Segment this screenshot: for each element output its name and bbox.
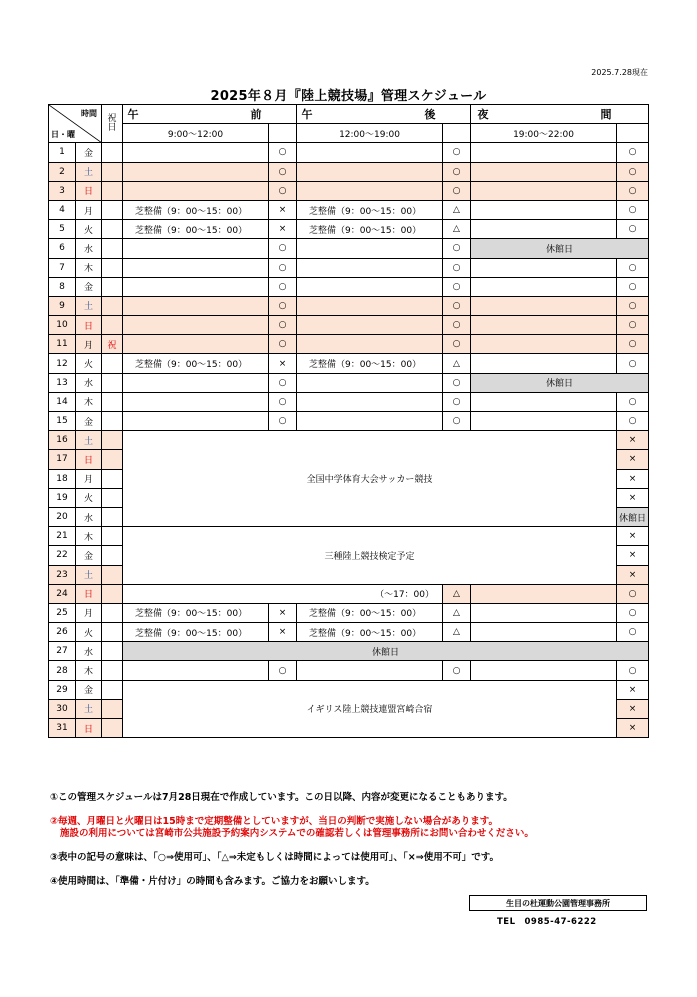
night-mark: ○: [617, 162, 649, 181]
holiday-cell: 祝: [102, 335, 123, 354]
afternoon-cell: [297, 335, 443, 354]
day-row: [49, 680, 649, 699]
night-closed: 休館日: [617, 507, 649, 526]
night-mark: ○: [617, 661, 649, 680]
day-row: [49, 373, 649, 392]
note-4: ④使用時間は、「準備・片付け」の時間も含みます。ご協力をお願いします。: [50, 876, 375, 887]
day-row: [49, 431, 649, 450]
holiday-cell: [102, 296, 123, 315]
morning-cell: [123, 181, 269, 200]
afternoon-mark: △: [443, 354, 471, 373]
night-mark: ○: [617, 181, 649, 200]
weekday: 金: [76, 143, 102, 162]
holiday-cell: [102, 373, 123, 392]
day-number: 1: [49, 143, 76, 162]
morning-mark: ○: [269, 143, 297, 162]
morning-mark: ×: [269, 220, 297, 239]
night-header: 夜 間: [471, 105, 649, 124]
day-row: [49, 316, 649, 335]
office-tel: TEL 0985-47-6222: [497, 917, 597, 927]
event-camp: イギリス陸上競技連盟宮崎合宿: [123, 680, 617, 738]
holiday-cell: [102, 680, 123, 699]
morning-cell: [123, 316, 269, 335]
day-row: [49, 181, 649, 200]
day-number: 22: [49, 546, 76, 565]
weekday: 火: [76, 220, 102, 239]
weekday: 木: [76, 661, 102, 680]
day-number: 11: [49, 335, 76, 354]
afternoon-cell: 芝整備（9：00〜15：00）: [297, 200, 443, 219]
day-number: 17: [49, 450, 76, 469]
weekday: 水: [76, 239, 102, 258]
night-cell: [471, 584, 617, 603]
afternoon-header: 午 後: [297, 105, 471, 124]
header-row-2: [49, 124, 649, 143]
night-mark: ×: [617, 450, 649, 469]
morning-time: 9:00〜12:00: [123, 124, 269, 143]
day-number: 4: [49, 200, 76, 219]
night-mark: ×: [617, 546, 649, 565]
weekday: 火: [76, 488, 102, 507]
day-number: 26: [49, 623, 76, 642]
morning-mark: ○: [269, 335, 297, 354]
time-label: 時間: [81, 109, 97, 118]
night-mark: ○: [617, 220, 649, 239]
night-mark: ○: [617, 200, 649, 219]
afternoon-mark: ○: [443, 373, 471, 392]
day-row: [49, 603, 649, 622]
night-cell: [471, 220, 617, 239]
day-number: 2: [49, 162, 76, 181]
note-2: ②毎週、月曜日と火曜日は15時まで定期整備としていますが、当日の判断で実施しない場合があります。 施設の利用については宮崎市公共施設予約案内システムでの確認若しくは管理事務所にお問い合わせください。: [50, 816, 534, 839]
morning-mark: ×: [269, 200, 297, 219]
weekday: 火: [76, 354, 102, 373]
day-row: [49, 527, 649, 546]
day-row: [49, 661, 649, 680]
afternoon-mark: ○: [443, 258, 471, 277]
day-row: [49, 642, 649, 661]
afternoon-mark: ○: [443, 296, 471, 315]
event-kentei-time: （〜17：00）: [123, 584, 443, 603]
weekday: 月: [76, 603, 102, 622]
night-mark: ×: [617, 680, 649, 699]
weekday: 土: [76, 699, 102, 718]
morning-cell: 芝整備（9：00〜15：00）: [123, 623, 269, 642]
holiday-cell: [102, 546, 123, 565]
morning-cell: 芝整備（9：00〜15：00）: [123, 220, 269, 239]
holiday-cell: [102, 450, 123, 469]
afternoon-cell: [297, 143, 443, 162]
holiday-cell: [102, 565, 123, 584]
day-row: [49, 335, 649, 354]
weekday: 日: [76, 316, 102, 335]
schedule-body: [49, 143, 649, 738]
night-mark: ○: [617, 412, 649, 431]
holiday-cell: [102, 277, 123, 296]
night-cell: [471, 354, 617, 373]
morning-mark: ○: [269, 373, 297, 392]
night-mark: ○: [617, 392, 649, 411]
day-row: [49, 412, 649, 431]
morning-mark: ○: [269, 258, 297, 277]
day-number: 8: [49, 277, 76, 296]
day-row: [49, 354, 649, 373]
morning-mark: ×: [269, 354, 297, 373]
morning-mark: ○: [269, 162, 297, 181]
night-cell: [471, 335, 617, 354]
night-closed: 休館日: [471, 373, 649, 392]
day-number: 21: [49, 527, 76, 546]
day-row: [49, 623, 649, 642]
afternoon-cell: 芝整備（9：00〜15：00）: [297, 623, 443, 642]
holiday-cell: [102, 392, 123, 411]
day-number: 30: [49, 699, 76, 718]
weekday: 土: [76, 162, 102, 181]
night-cell: [471, 258, 617, 277]
night-mark: ○: [617, 277, 649, 296]
afternoon-cell: [297, 661, 443, 680]
morning-cell: [123, 258, 269, 277]
day-number: 25: [49, 603, 76, 622]
day-row: [49, 239, 649, 258]
holiday-cell: [102, 469, 123, 488]
weekday: 月: [76, 200, 102, 219]
morning-mark: ×: [269, 603, 297, 622]
afternoon-cell: [297, 373, 443, 392]
afternoon-cell: [297, 412, 443, 431]
night-mark: ○: [617, 316, 649, 335]
afternoon-mark: △: [443, 584, 471, 603]
morning-cell: [123, 143, 269, 162]
morning-cell: [123, 162, 269, 181]
morning-cell: [123, 296, 269, 315]
afternoon-cell: [297, 239, 443, 258]
day-row: [49, 162, 649, 181]
afternoon-mark: ○: [443, 392, 471, 411]
morning-mark: ○: [269, 661, 297, 680]
note-3: ③表中の記号の意味は、「○⇒使用可」、「△⇒未定もしくは時間によっては使用可」、「×⇒使用不可」です。: [50, 852, 499, 863]
night-cell: [471, 143, 617, 162]
weekday: 火: [76, 623, 102, 642]
holiday-cell: [102, 431, 123, 450]
weekday: 金: [76, 412, 102, 431]
weekday: 金: [76, 546, 102, 565]
night-mark: ○: [617, 335, 649, 354]
night-mark: ×: [617, 565, 649, 584]
day-number: 15: [49, 412, 76, 431]
night-mark: ○: [617, 143, 649, 162]
afternoon-cell: [297, 258, 443, 277]
morning-cell: [123, 661, 269, 680]
morning-cell: [123, 392, 269, 411]
afternoon-cell: [297, 296, 443, 315]
morning-cell: 芝整備（9：00〜15：00）: [123, 200, 269, 219]
weekday: 日: [76, 181, 102, 200]
day-number: 27: [49, 642, 76, 661]
morning-mark: ×: [269, 623, 297, 642]
note-1: ①この管理スケジュールは7月28日現在で作成しています。この日以降、内容が変更になることもあります。: [50, 792, 513, 803]
day-row: [49, 296, 649, 315]
night-mark: ×: [617, 699, 649, 718]
day-row: [49, 584, 649, 603]
afternoon-mark: △: [443, 603, 471, 622]
morning-cell: [123, 412, 269, 431]
holiday-cell: [102, 488, 123, 507]
day-row: [49, 143, 649, 162]
weekday: 水: [76, 507, 102, 526]
afternoon-cell: [297, 162, 443, 181]
night-mark: ×: [617, 469, 649, 488]
weekday: 土: [76, 565, 102, 584]
night-cell: [471, 603, 617, 622]
holiday-cell: [102, 603, 123, 622]
night-cell: [471, 181, 617, 200]
night-mark: ○: [617, 603, 649, 622]
night-cell: [471, 412, 617, 431]
afternoon-mark: △: [443, 220, 471, 239]
holiday-cell: [102, 143, 123, 162]
morning-cell: 芝整備（9：00〜15：00）: [123, 354, 269, 373]
day-number: 23: [49, 565, 76, 584]
weekday: 月: [76, 469, 102, 488]
day-row: [49, 200, 649, 219]
day-number: 6: [49, 239, 76, 258]
event-soccer: 全国中学体育大会サッカー競技: [123, 431, 617, 527]
office-name: 生目の杜運動公園管理事務所: [469, 895, 647, 911]
morning-mark: ○: [269, 181, 297, 200]
closed-all-day: 休館日: [123, 642, 649, 661]
day-number: 14: [49, 392, 76, 411]
holiday-header: 祝 日: [102, 105, 123, 143]
holiday-cell: [102, 258, 123, 277]
afternoon-mark: ○: [443, 162, 471, 181]
night-mark: ○: [617, 296, 649, 315]
holiday-cell: [102, 584, 123, 603]
weekday: 水: [76, 642, 102, 661]
event-kentei: 三種陸上競技検定予定: [123, 527, 617, 585]
day-number: 31: [49, 719, 76, 738]
holiday-cell: [102, 699, 123, 718]
day-row: [49, 220, 649, 239]
day-number: 3: [49, 181, 76, 200]
day-number: 7: [49, 258, 76, 277]
night-cell: [471, 200, 617, 219]
holiday-cell: [102, 181, 123, 200]
night-cell: [471, 316, 617, 335]
afternoon-cell: 芝整備（9：00〜15：00）: [297, 220, 443, 239]
afternoon-cell: 芝整備（9：00〜15：00）: [297, 603, 443, 622]
day-number: 10: [49, 316, 76, 335]
night-mark: ×: [617, 527, 649, 546]
night-cell: [471, 296, 617, 315]
page-title: 2025年８月『陸上競技場』管理スケジュール: [210, 89, 487, 104]
night-time: 19:00〜22:00: [471, 124, 617, 143]
holiday-cell: [102, 220, 123, 239]
afternoon-mark: ○: [443, 316, 471, 335]
morning-cell: [123, 277, 269, 296]
weekday: 土: [76, 431, 102, 450]
morning-cell: [123, 239, 269, 258]
night-mark: ○: [617, 258, 649, 277]
afternoon-time: 12:00〜19:00: [297, 124, 443, 143]
holiday-cell: [102, 719, 123, 738]
weekday: 日: [76, 584, 102, 603]
weekday: 木: [76, 527, 102, 546]
afternoon-mark: ○: [443, 661, 471, 680]
morning-mark: ○: [269, 392, 297, 411]
day-number: 28: [49, 661, 76, 680]
morning-mark: ○: [269, 412, 297, 431]
afternoon-cell: [297, 316, 443, 335]
holiday-cell: [102, 316, 123, 335]
afternoon-mark: ○: [443, 335, 471, 354]
night-mark: ○: [617, 584, 649, 603]
weekday: 日: [76, 450, 102, 469]
afternoon-mark: ○: [443, 239, 471, 258]
day-number: 29: [49, 680, 76, 699]
afternoon-mark: ○: [443, 412, 471, 431]
afternoon-cell: [297, 392, 443, 411]
holiday-cell: [102, 507, 123, 526]
weekday: 月: [76, 335, 102, 354]
morning-cell: [123, 335, 269, 354]
afternoon-cell: 芝整備（9：00〜15：00）: [297, 354, 443, 373]
afternoon-mark: ○: [443, 277, 471, 296]
weekday: 水: [76, 373, 102, 392]
night-cell: [471, 277, 617, 296]
day-number: 24: [49, 584, 76, 603]
afternoon-mark: △: [443, 623, 471, 642]
afternoon-mark: ○: [443, 143, 471, 162]
night-mark: ×: [617, 431, 649, 450]
day-number: 18: [49, 469, 76, 488]
weekday: 木: [76, 258, 102, 277]
holiday-cell: [102, 642, 123, 661]
morning-mark: ○: [269, 316, 297, 335]
night-mark: ○: [617, 354, 649, 373]
morning-mark: ○: [269, 296, 297, 315]
weekday: 土: [76, 296, 102, 315]
afternoon-cell: [297, 181, 443, 200]
day-number: 12: [49, 354, 76, 373]
night-mark: ○: [617, 623, 649, 642]
schedule-table: [48, 104, 649, 738]
night-cell: [471, 661, 617, 680]
header-row-1: [49, 105, 649, 124]
day-number: 20: [49, 507, 76, 526]
day-row: [49, 392, 649, 411]
holiday-cell: [102, 527, 123, 546]
holiday-cell: [102, 200, 123, 219]
holiday-cell: [102, 162, 123, 181]
day-number: 16: [49, 431, 76, 450]
day-number: 13: [49, 373, 76, 392]
night-cell: [471, 623, 617, 642]
day-number: 19: [49, 488, 76, 507]
night-closed: 休館日: [471, 239, 649, 258]
day-row: [49, 277, 649, 296]
night-cell: [471, 162, 617, 181]
weekday: 金: [76, 680, 102, 699]
night-cell: [471, 392, 617, 411]
afternoon-mark: ○: [443, 181, 471, 200]
weekday: 木: [76, 392, 102, 411]
morning-mark: ○: [269, 277, 297, 296]
holiday-cell: [102, 354, 123, 373]
holiday-cell: [102, 239, 123, 258]
night-mark: ×: [617, 719, 649, 738]
time-day-corner: [49, 105, 102, 143]
as-of-date: 2025.7.28現在: [591, 68, 648, 77]
holiday-cell: [102, 412, 123, 431]
morning-mark: ○: [269, 239, 297, 258]
morning-cell: 芝整備（9：00〜15：00）: [123, 603, 269, 622]
holiday-cell: [102, 661, 123, 680]
night-mark: ×: [617, 488, 649, 507]
morning-header: 午 前: [123, 105, 297, 124]
morning-cell: [123, 373, 269, 392]
afternoon-cell: [297, 277, 443, 296]
afternoon-mark: △: [443, 200, 471, 219]
notes-section: [50, 792, 650, 900]
day-row: [49, 258, 649, 277]
weekday: 金: [76, 277, 102, 296]
day-label: 日・曜: [51, 130, 75, 140]
day-number: 9: [49, 296, 76, 315]
day-number: 5: [49, 220, 76, 239]
holiday-cell: [102, 623, 123, 642]
weekday: 日: [76, 719, 102, 738]
